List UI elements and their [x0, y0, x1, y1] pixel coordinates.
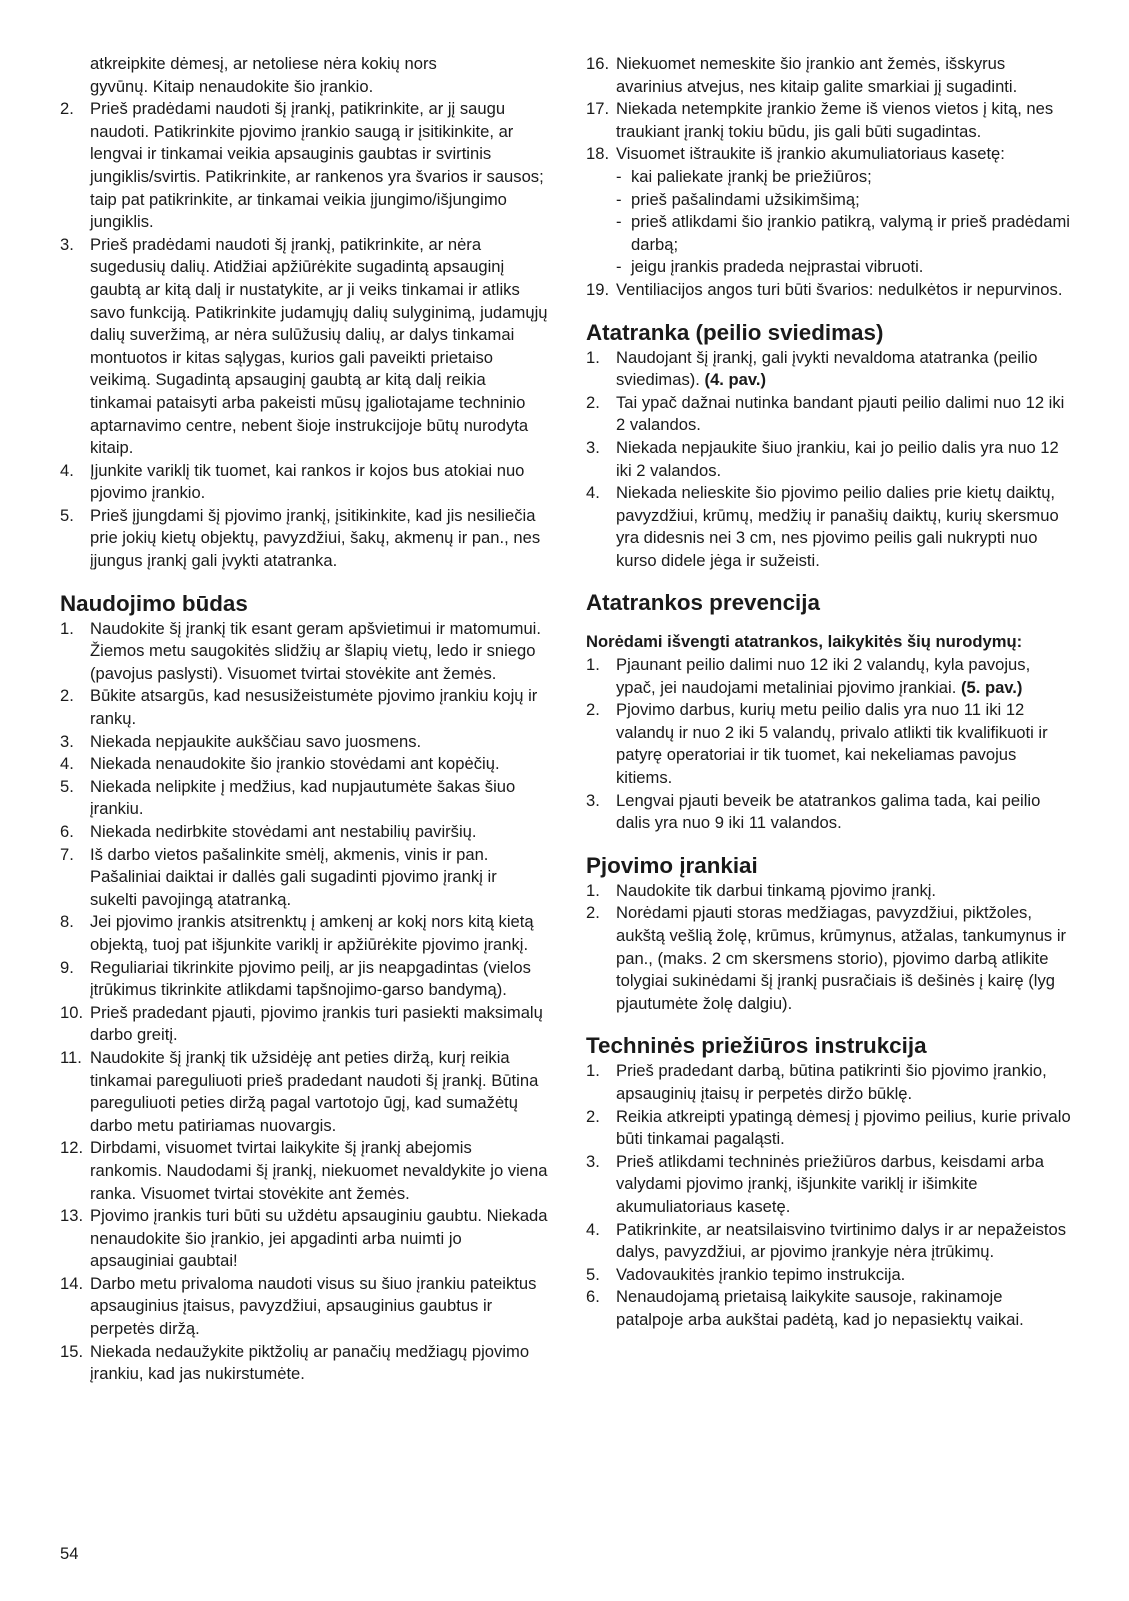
- item-number: 14.: [60, 1273, 84, 1293]
- list-item: [586, 392, 1074, 437]
- sub-item: [616, 256, 1074, 279]
- section-heading-maintenance: Techninės priežiūros instrukcija: [586, 1033, 927, 1059]
- list-item: [60, 618, 548, 686]
- list-item: [60, 776, 548, 821]
- list-item: [586, 1106, 1074, 1151]
- item-text: Darbo metu privaloma naudoti visus su šiuo įrankiu pateiktus apsauginius įtaisus, pavyzdžiui, apsauginius gaubtus ir perpetės diržą.: [90, 1273, 537, 1339]
- list-item: [586, 1219, 1074, 1264]
- item-text: Reikia atkreipti ypatingą dėmesį į pjovimo peilius, kurie privalo būti tinkamai pagaląsti.: [616, 1106, 1071, 1149]
- dash-bullet: -: [616, 166, 622, 186]
- item-text: Prieš įjungdami šį pjovimo įrankį, įsitikinkite, kad jis nesiliečia prie jokių kietų objektų, pavyzdžiui, šakų, akmenų ir pan., nes įjungus įrankį gali įvykti atatranka.: [90, 505, 541, 571]
- item-text: Tai ypač dažnai nutinka bandant pjauti peilio dalimi nuo 12 iki 2 valandos.: [616, 392, 1065, 435]
- item-text: Reguliariai tikrinkite pjovimo peilį, ar jis neapgadintas (vielos įtrūkimus tikrinkite atlikdami tapšnojimo-garso bandymą).: [90, 957, 531, 1000]
- item-text: Prieš pradedant darbą, būtina patikrinti šio pjovimo įrankio, apsauginių įtaisų ir perpetės diržo būklę.: [616, 1061, 1047, 1103]
- item-number: 1.: [586, 880, 600, 900]
- item-text: Niekada nelipkite į medžius, kad nupjautumėte šakas šiuo įrankiu.: [90, 776, 516, 819]
- list-item: [60, 460, 548, 505]
- item-number: 18.: [586, 144, 610, 164]
- list-item: [60, 821, 548, 844]
- list-item: [586, 880, 1074, 903]
- item-text: Jei pjovimo įrankis atsitrenktų į amkenį ar kokį nors kitą kietą objektą, tuoj pat išjunkite variklį ir apžiūrėkite pjovimo įrankį.: [90, 912, 534, 954]
- item-number: 7.: [60, 844, 74, 864]
- item-number: 4.: [60, 754, 74, 774]
- item-text: Niekada nepjaukite aukščiau savo juosmens.: [90, 731, 422, 751]
- item-number: 12.: [60, 1138, 84, 1158]
- sub-item: [616, 211, 1074, 256]
- figure-reference: (5. pav.): [960, 677, 1023, 697]
- item-number: 5.: [586, 1264, 600, 1284]
- item-number: 3.: [586, 790, 600, 810]
- list-item: [586, 1264, 1074, 1287]
- left-column: [60, 53, 548, 1386]
- list-item: [586, 53, 1074, 98]
- item-number: 1.: [586, 655, 600, 675]
- sub-item-text: kai paliekate įrankį be priežiūros;: [631, 166, 872, 186]
- list-item: [586, 902, 1074, 1015]
- list-item: [60, 1137, 548, 1205]
- prevention-intro: Norėdami išvengti atatrankos, laikykitės šių nurodymų:: [586, 632, 1023, 652]
- list-item: [60, 685, 548, 730]
- item-text: Niekada netempkite įrankio žeme iš vienos vietos į kitą, nes traukiant įrankį tokiu būdu, jis gali būti sugadintas.: [616, 99, 1054, 141]
- list-item: [60, 98, 548, 234]
- list-item: [60, 957, 548, 1002]
- list-item: [586, 98, 1074, 143]
- list-item: [586, 654, 1074, 699]
- list-item: [60, 234, 548, 460]
- item-number: 2.: [586, 392, 600, 412]
- item-number: 5.: [60, 505, 74, 525]
- continued-line: gyvūnų. Kitaip nenaudokite šio įrankio.: [90, 76, 374, 96]
- item-text: Visuomet ištraukite iš įrankio akumuliatoriaus kasetę:: [616, 144, 1005, 164]
- item-number: 4.: [586, 483, 600, 503]
- item-text: Prieš pradėdami naudoti šį įrankį, patikrinkite, ar nėra sugedusių dalių. Atidžiai apžiūrėkite sugadintą apsauginį gaubtą ar kitą dalį ir nustatykite, ar ji veiks tinkamai ir atliks savo funkciją. Patikrinkite judamųjų dalių sulyginimą, judamųjų dalių suveržimą, ar nėra sulūžusių dalių, ar dalys tinkamai montuotos ir kitas sąlygas, kurios gali paveikti prietaiso veikimą. Sugadintą apsauginį gaubtą ar kitą dalį reikia tinkamai pataisyti arba pakeisti mūsų įgaliotajame techninio aptarnavimo centre, nebent šioje instrukcijoje būtų nurodyta kitaip.: [90, 234, 548, 458]
- item-number: 4.: [60, 460, 74, 480]
- list-item: [60, 731, 548, 754]
- item-text: Įjunkite variklį tik tuomet, kai rankos ir kojos bus atokiai nuo pjovimo įrankio.: [90, 460, 525, 503]
- list-item: [60, 1047, 548, 1137]
- item-number: 19.: [586, 279, 610, 299]
- item-number: 6.: [586, 1287, 600, 1307]
- item-number: 8.: [60, 912, 74, 932]
- item-number: 11.: [60, 1047, 82, 1067]
- item-number: 1.: [586, 1061, 600, 1081]
- section-heading-prevention: Atatrankos prevencija: [586, 590, 820, 616]
- item-text: Iš darbo vietos pašalinkite smėlį, akmenis, vinis ir pan. Pašaliniai daiktai ir dallės gali sugadinti pjovimo įrankį ir sukelti pavojingą atatranką.: [90, 844, 497, 909]
- kickback-list: [586, 347, 1074, 573]
- item-number: 2.: [586, 1106, 600, 1126]
- item-number: 3.: [60, 731, 74, 751]
- list-item: [60, 1273, 548, 1341]
- list-item: [60, 753, 548, 776]
- item-number: 2.: [586, 700, 600, 720]
- item-text: Lengvai pjauti beveik be atatrankos galima tada, kai peilio dalis yra nuo 9 iki 11 valandos.: [616, 790, 1041, 833]
- list-item: [586, 790, 1074, 835]
- item-number: 10.: [60, 1002, 84, 1022]
- list-item: [586, 1151, 1074, 1219]
- list-item: [586, 1060, 1074, 1105]
- usage-list: [60, 618, 548, 1386]
- item-number: 3.: [586, 437, 600, 457]
- item-number: 3.: [60, 234, 74, 254]
- maintenance-list: [586, 1060, 1074, 1331]
- list-item: [586, 1286, 1074, 1331]
- item-text: Prieš atlikdami techninės priežiūros darbus, keisdami arba valydami pjovimo įrankį, išjunkite variklį ir išimkite akumuliatoriaus kasetę.: [616, 1151, 1044, 1216]
- item-number: 1.: [586, 347, 600, 367]
- list-item: [586, 347, 1074, 392]
- list-item: [586, 437, 1074, 482]
- item-text: Naudokite tik darbui tinkamą pjovimo įrankį.: [616, 880, 937, 900]
- list-item: [60, 1002, 548, 1047]
- item-text: Pjovimo įrankis turi būti su uždėtu apsauginiu gaubtu. Niekada nenaudokite šio įrankio, jei apgadinti arba nuimti jo apsauginiai gaubtai!: [90, 1206, 548, 1271]
- list-item: [586, 279, 1074, 302]
- item-text: Prieš pradedant pjauti, pjovimo įrankis turi pasiekti maksimalų darbo greitį.: [90, 1002, 543, 1045]
- list-item: [586, 482, 1074, 572]
- sub-item: [616, 166, 1074, 189]
- item-number: 9.: [60, 957, 74, 977]
- item-text: Niekada nenaudokite šio įrankio stovėdami ant kopėčių.: [90, 754, 500, 774]
- item-number: 13.: [60, 1206, 84, 1226]
- continued-line: atkreipkite dėmesį, ar netoliese nėra kokių nors: [90, 54, 437, 73]
- item-text: Vadovaukitės įrankio tepimo instrukcija.: [616, 1264, 906, 1284]
- list-item: [60, 505, 548, 573]
- item-text: Naudojant šį įrankį, gali įvykti nevaldoma atatranka (peilio sviedimas).: [616, 347, 1038, 390]
- item-text: Dirbdami, visuomet tvirtai laikykite šį įrankį abejomis rankomis. Naudodami šį įrankį, niekuomet nevaldykite jo viena ranka. Visuomet tvirtai stovėkite ant žemės.: [90, 1138, 548, 1203]
- item-text: Niekada nedirbkite stovėdami ant nestabilių paviršių.: [90, 822, 477, 841]
- item-text: Niekada nepjaukite šiuo įrankiu, kai jo peilio dalis yra nuo 12 iki 2 valandos.: [616, 437, 1059, 480]
- item-text: Pjaunant peilio dalimi nuo 12 iki 2 valandų, kyla pavojus, ypač, jei naudojami metaliniai pjovimo įrankiai.: [616, 655, 1031, 697]
- prevention-list: [586, 654, 1074, 835]
- list-item: [586, 699, 1074, 789]
- dash-bullet: -: [616, 257, 622, 277]
- item-text: Niekuomet nemeskite šio įrankio ant žemės, išskyrus avarinius atvejus, nes kitaip galite smarkiai jį sugadinti.: [616, 54, 1018, 96]
- right-column: [586, 53, 1074, 1332]
- item-text: Norėdami pjauti storas medžiagas, pavyzdžiui, piktžoles, aukštą vešlią žolę, krūmus, krūmynus, atžalas, tankumynus ir pan., (maks. 2 cm skersmens storio), pjovimo darbą atlikite tolygiai sukinėdami šį įrankį pusračiais iš dešinės į kairę (lyg pjautumėte žolę dalgiu).: [616, 903, 1067, 1013]
- item-number: 2.: [60, 99, 74, 119]
- sub-item-text: prieš pašalindami užsikimšimą;: [631, 189, 860, 209]
- item-number: 16.: [586, 54, 610, 73]
- list-item: [60, 911, 548, 956]
- list-item: [586, 143, 1074, 279]
- dash-bullet: -: [616, 189, 622, 209]
- item-number: 15.: [60, 1341, 84, 1361]
- safety-list: [60, 98, 548, 572]
- sub-item: [616, 189, 1074, 212]
- item-text: Nenaudojamą prietaisą laikykite sausoje, rakinamoje patalpoje arba aukštai padėtą, kad jo nepasiektų vaikai.: [616, 1287, 1024, 1329]
- item-text: Pjovimo darbus, kurių metu peilio dalis yra nuo 11 iki 12 valandų ir nuo 2 iki 5 valandų, privalo atlikti tik kvalifikuoti ir patyrę operatoriai ir tik tuomet, kai nekeliamas pavojus kitiems.: [616, 700, 1048, 788]
- item-text: Būkite atsargūs, kad nesusižeistumėte pjovimo įrankiu kojų ir rankų.: [90, 686, 538, 729]
- usage-list-continued: [586, 53, 1074, 302]
- item-text: Prieš pradėdami naudoti šį įrankį, patikrinkite, ar jį saugu naudoti. Patikrinkite pjovimo įrankio saugą ir įsitikinkite, ar lengvai ir tinkamai veikia apsauginis gaubtas ir svirtinis jungiklis/svirtis. Patikrinkite, ar rankenos yra švarios ir sausos; taip pat patikrinkite, ar tinkamai veikia įjungimo/išjungimo jungiklis.: [90, 99, 544, 232]
- list-item: [60, 844, 548, 912]
- item-text: Niekada nedaužykite piktžolių ar panačių medžiagų pjovimo įrankiu, kad jas nukirstumėte.: [90, 1341, 530, 1384]
- item-number: 5.: [60, 776, 74, 796]
- figure-reference: (4. pav.): [704, 370, 767, 390]
- item-text: Patikrinkite, ar neatsilaisvino tvirtinimo dalys ir ar nepažeistos dalys, pavyzdžiui, ar pjovimo įrankyje nėra įtrūkimų.: [616, 1219, 1067, 1262]
- cutting-tools-list: [586, 880, 1074, 1016]
- item-number: 2.: [586, 903, 600, 923]
- sub-item-text: jeigu įrankis pradeda neįprastai vibruoti.: [631, 257, 924, 277]
- section-heading-kickback: Atatranka (peilio sviedimas): [586, 319, 884, 345]
- list-item: [60, 1205, 548, 1273]
- item-text: Naudokite šį įrankį tik esant geram apšvietimui ir matomumui. Žiemos metu saugokitės slidžių ar šlapių vietų, ledo ir sniego (pavojus paslysti). Visuomet tvirtai stovėkite ant žemės.: [90, 618, 541, 683]
- item-text: Niekada nelieskite šio pjovimo peilio dalies prie kietų daiktų, pavyzdžiui, krūmų, medžių ir panašių daiktų, kurių skersmuo yra didesnis nei 3 cm, nes pjovimo peilis gali nukrypti nuo kurso didele jėga ir sužeisti.: [616, 483, 1059, 570]
- page-number: 54: [60, 1544, 79, 1563]
- section-heading-cutting-tools: Pjovimo įrankiai: [586, 852, 758, 878]
- continued-paragraph: [60, 53, 548, 98]
- list-item: [60, 1341, 548, 1386]
- section-heading-usage: Naudojimo būdas: [60, 590, 248, 616]
- item-number: 17.: [586, 99, 610, 119]
- item-text: Naudokite šį įrankį tik užsidėję ant peties diržą, kurį reikia tinkamai pareguliuoti prieš pradedant naudoti šį įrankį. Būtina pareguliuoti peties diržą pagal vartotojo ūgį, kad sumažėtų darbo metu patiriamas nuovargis.: [90, 1047, 539, 1135]
- dash-bullet: -: [616, 212, 622, 232]
- item-number: 6.: [60, 822, 74, 841]
- item-number: 3.: [586, 1151, 600, 1171]
- item-number: 4.: [586, 1219, 600, 1239]
- sub-item-text: prieš atlikdami šio įrankio patikrą, valymą ir prieš pradėdami darbą;: [631, 212, 1070, 254]
- item-number: 1.: [60, 618, 74, 638]
- item-text: Ventiliacijos angos turi būti švarios: nedulkėtos ir nepurvinos.: [616, 279, 1063, 299]
- item-number: 2.: [60, 686, 74, 706]
